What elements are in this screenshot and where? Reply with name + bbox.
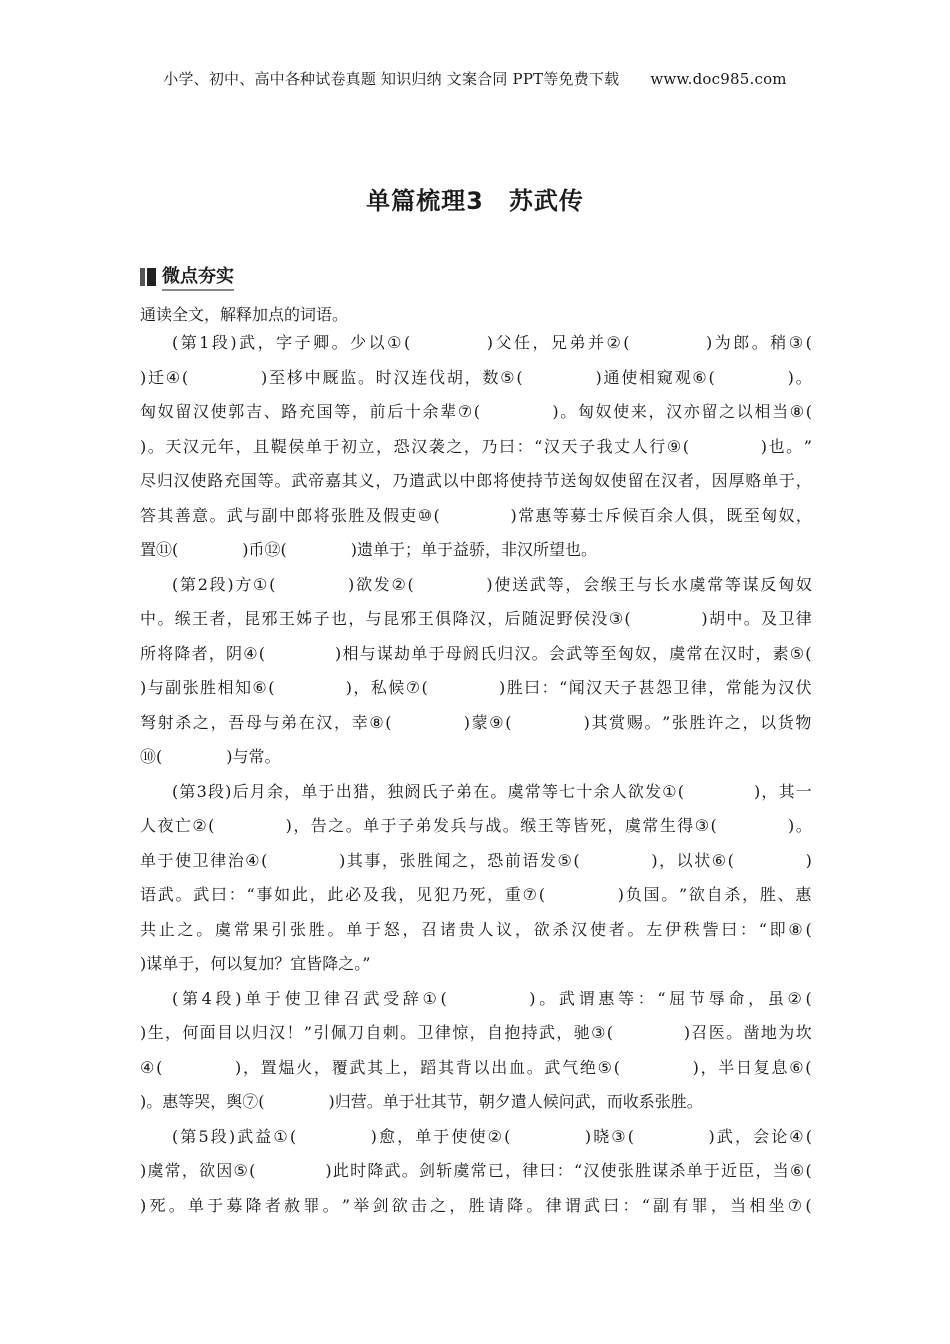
passage-line: ) 死 。 单 于 募 降 者 赦 罪 。 ” 举 剑 欲 击 之 ， 胜 请 降 。 律 谓 武 曰 ： “ 副 有 罪 ， 当 相 坐 ⑦ ( [140, 1195, 812, 1215]
passage-line: ( 第 4 段 ) 单 于 使 卫 律 召 武 受 辞 ① ( ) 。 武 谓 惠 等 ： “ 屈 节 辱 命 ， 虽 ② ( [140, 988, 812, 1008]
passage-line: 语 武 。 武 曰 ： “ 事 如 此 ， 此 必 及 我 ， 见 犯 乃 死 ， 重 ⑦ ( ) 负 国 。 ” 欲 自 杀 ， 胜 、 惠 [140, 885, 812, 904]
section-marker-icon [140, 268, 156, 286]
header-text: 小学、初中、高中各种试卷真题 知识归纳 文案合同 PPT等免费下载 [163, 70, 620, 88]
passage-line: )。惠等哭，舆⑦( )归营。单于壮其节，朝夕遣人候问武，而收系张胜。 [140, 1092, 703, 1111]
passage-line: 尽 归 汉 使 路 充 国 等 。 武 帝 嘉 其 义 ， 乃 遣 武 以 中 郎 将 使 持 节 送 匈 奴 使 留 在 汉 者 ， 因 厚 赂 单 于 ， [140, 471, 812, 490]
passage-line: 人 夜 亡 ② ( ) ， 告 之 。 单 于 子 弟 发 兵 与 战 。 缑 王 等 皆 死 ， 虞 常 生 得 ③ ( ) 。 [140, 816, 812, 835]
passage-line: 中 。 缑 王 者 ， 昆 邪 王 姊 子 也 ， 与 昆 邪 王 俱 降 汉 ， 后 随 浞 野 侯 没 ③ ( ) 胡 中 。 及 卫 律 [140, 609, 812, 628]
passage-line: 置⑪( )币⑫( )遗单于；单于益骄，非汉所望也。 [140, 540, 597, 559]
passage-line: ⑩( )与常。 [140, 747, 281, 766]
passage-line: ) 。 天 汉 元 年 ， 且 鞮 侯 单 于 初 立 ， 恐 汉 袭 之 ， 乃 曰 ： “ 汉 天 子 我 丈 人 行 ⑨ ( ) 也 。 ” [140, 436, 812, 456]
passage-line: ( 第 2 段 ) 方 ① ( ) 欲 发 ② ( ) 使 送 武 等 ， 会 缑 王 与 长 水 虞 常 等 谋 反 匈 奴 [140, 574, 812, 594]
passage-line: 共 止 之 。 虞 常 果 引 张 胜 。 单 于 怒 ， 召 诸 贵 人 议 ， 欲 杀 汉 使 者 。 左 伊 秩 訾 曰 ： “ 即 ⑧ ( [140, 919, 812, 939]
passage-line: ( 第 3 段 ) 后 月 余 ， 单 于 出 猎 ， 独 阏 氏 子 弟 在 。 虞 常 等 七 十 余 人 欲 发 ① ( ) ， 其 一 [140, 781, 812, 801]
header-url[interactable]: www.doc985.com [650, 70, 787, 88]
passage-line: 弩 射 杀 之 ， 吾 母 与 弟 在 汉 ， 幸 ⑧ ( ) 蒙 ⑨ ( ) 其 赏 赐 。 ” 张 胜 许 之 ， 以 货 物 [140, 712, 812, 732]
passage-line: ④ ( ) ， 置 煴 火 ， 覆 武 其 上 ， 蹈 其 背 以 出 血 。 武 气 绝 ⑤ ( ) ， 半 日 复 息 ⑥ ( [140, 1057, 812, 1077]
passage-line: 所 将 降 者 ， 阴 ④ ( ) 相 与 谋 劫 单 于 母 阏 氏 归 汉 。 会 武 等 至 匈 奴 ， 虞 常 在 汉 时 ， 素 ⑤ ( [140, 643, 812, 663]
passage-line: ) 迁 ④ ( ) 至 栘 中 厩 监 。 时 汉 连 伐 胡 ， 数 ⑤ ( ) 通 使 相 窥 观 ⑥ ( ) 。 [140, 367, 812, 387]
passage-line: 答 其 善 意 。 武 与 副 中 郎 将 张 胜 及 假 吏 ⑩ ( ) 常 惠 等 募 士 斥 候 百 余 人 俱 ， 既 至 匈 奴 ， [140, 505, 812, 525]
passage-body [140, 332, 812, 1229]
page-title: 单篇梳理3 苏武传 [366, 187, 584, 215]
passage-line: ( 第 1 段 ) 武 ， 字 子 卿 。 少 以 ① ( ) 父 任 ， 兄 弟 并 ② ( ) 为 郎 。 稍 ③ ( [140, 333, 812, 352]
passage-line: ( 第 5 段 ) 武 益 ① ( ) 愈 ， 单 于 使 使 ② ( ) 晓 ③ ( ) 武 ， 会 论 ④ ( [140, 1126, 812, 1146]
section-label: 微点夯实 [162, 262, 234, 291]
section-heading [140, 262, 234, 291]
passage-line: 匈 奴 留 汉 使 郭 吉 、 路 充 国 等 ， 前 后 十 余 辈 ⑦ ( ) 。 匈 奴 使 来 ， 汉 亦 留 之 以 相 当 ⑧ ( [140, 402, 812, 421]
passage-line: )谋单于，何以复加？宜皆降之。” [140, 954, 371, 973]
passage-line: ) 虞 常 ， 欲 因 ⑤ ( ) 此 时 降 武 。 剑 斩 虞 常 已 ， 律 曰 ： “ 汉 使 张 胜 谋 杀 单 于 近 臣 ， 当 ⑥ ( [140, 1161, 812, 1180]
page-header [0, 68, 950, 89]
passage-line: ) 与 副 张 胜 相 知 ⑥ ( ) ， 私 候 ⑦ ( ) 胜 曰 ： “ 闻 汉 天 子 甚 怨 卫 律 ， 常 能 为 汉 伏 [140, 678, 812, 697]
passage-line: 单 于 使 卫 律 治 ④ ( ) 其 事 ， 张 胜 闻 之 ， 恐 前 语 发 ⑤ ( ) ， 以 状 ⑥ ( ) [140, 850, 812, 870]
instruction-text: 通读全文，解释加点的词语。 [140, 305, 349, 324]
passage-line: ) 生 ， 何 面 目 以 归 汉 ！ ” 引 佩 刀 自 刺 。 卫 律 惊 ， 自 抱 持 武 ， 驰 ③ ( ) 召 医 。 凿 地 为 坎 [140, 1023, 812, 1042]
